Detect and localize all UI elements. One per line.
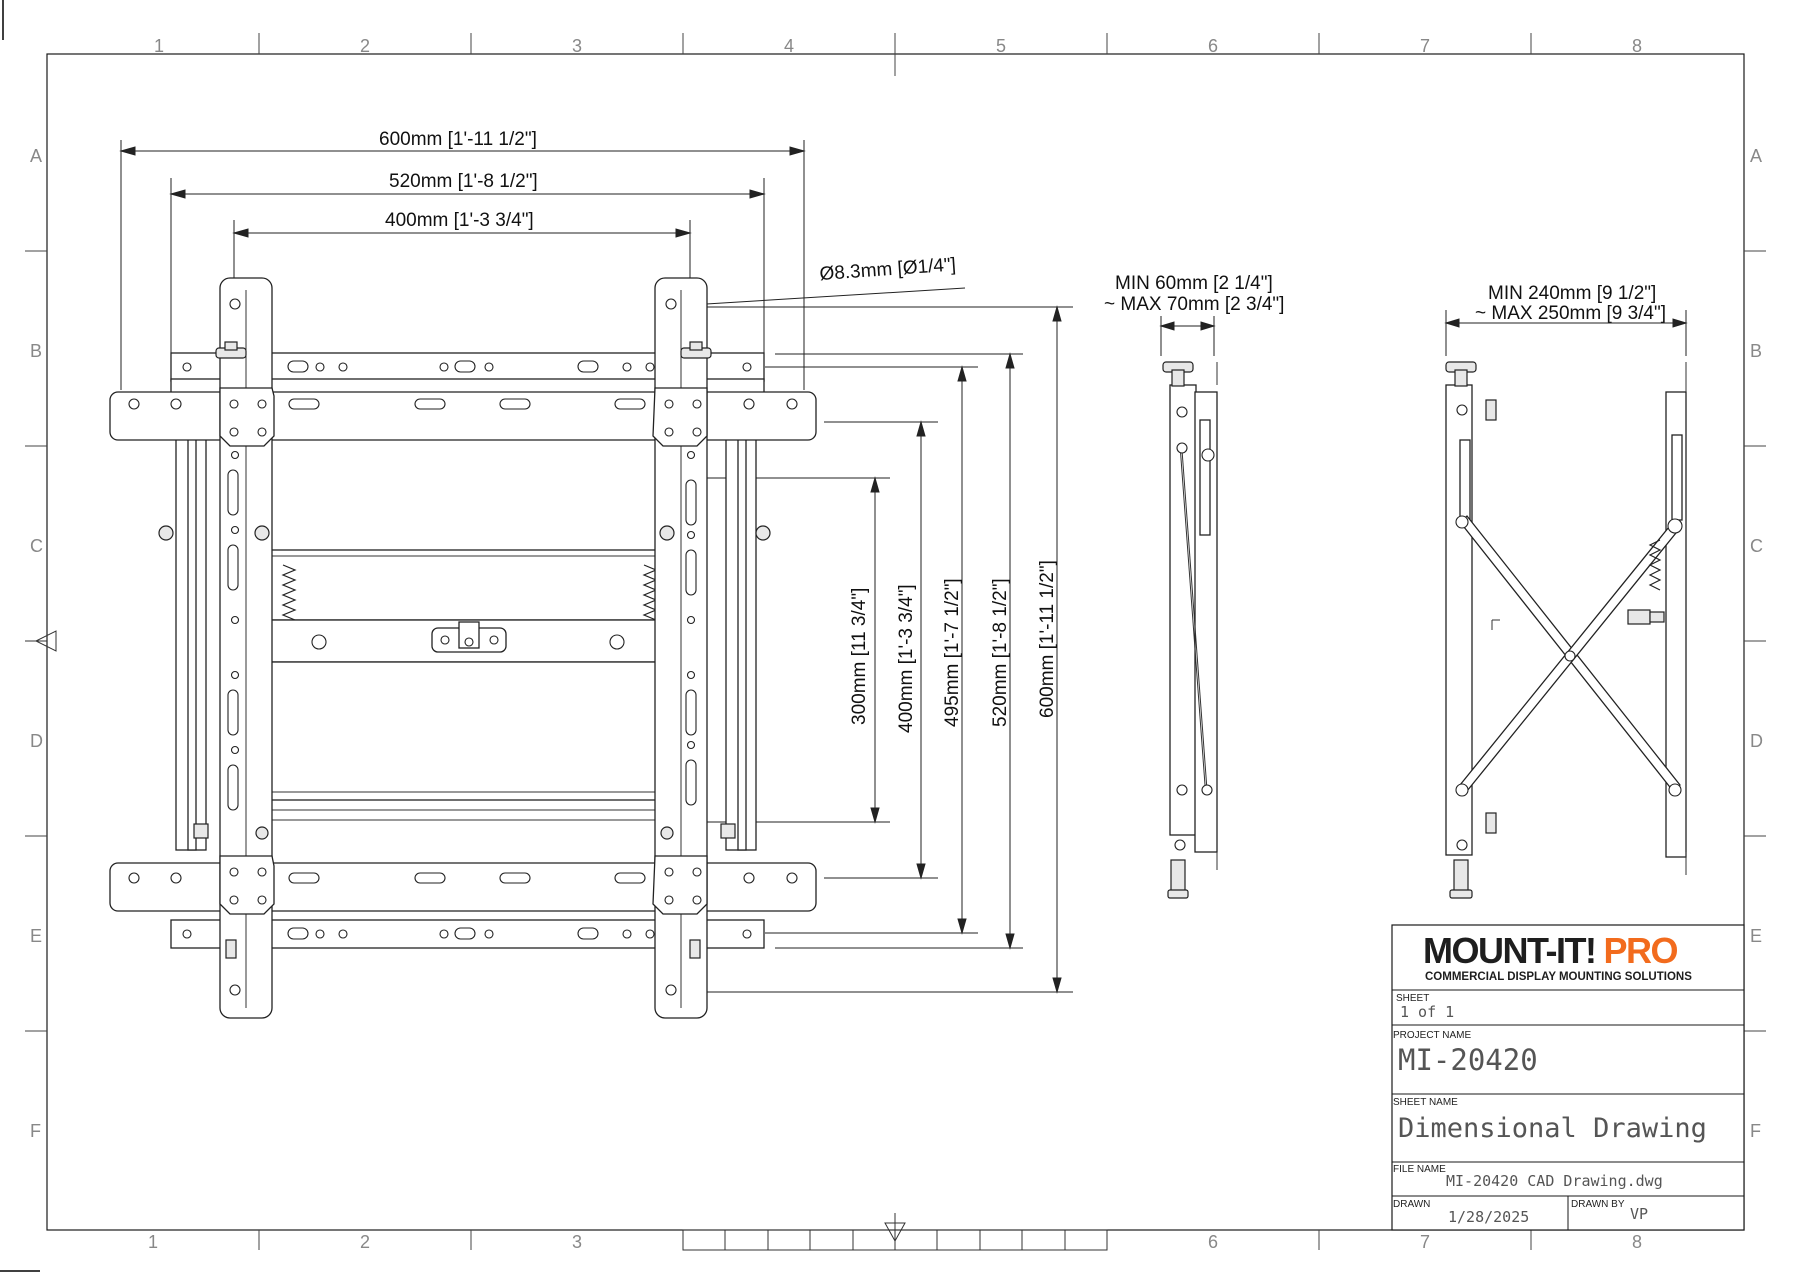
brand-name bbox=[1423, 930, 1677, 971]
filename-value: MI-20420 CAD Drawing.dwg bbox=[1446, 1172, 1663, 1190]
zone-col-8-bottom: 8 bbox=[1632, 1232, 1643, 1252]
zone-col-4: 4 bbox=[784, 36, 795, 56]
brand-tagline: COMMERCIAL DISPLAY MOUNTING SOLUTIONS bbox=[1425, 971, 1692, 983]
brand-main: MOUNT-IT! bbox=[1423, 930, 1596, 971]
zone-col-2-bottom: 2 bbox=[360, 1232, 371, 1252]
zone-row-f-right: F bbox=[1750, 1121, 1761, 1141]
zone-row-b-right: B bbox=[1750, 341, 1763, 361]
zone-col-1-bottom: 1 bbox=[148, 1232, 159, 1252]
brand-accent: PRO bbox=[1603, 930, 1677, 971]
dim-depth-min-extended: MIN 240mm [9 1/2"] bbox=[1488, 283, 1657, 304]
zone-col-7-bottom: 7 bbox=[1420, 1232, 1431, 1252]
dim-height-400: 400mm [1'-3 3/4"] bbox=[896, 584, 917, 733]
zone-col-3: 3 bbox=[572, 36, 583, 56]
zone-row-a-right: A bbox=[1750, 146, 1763, 166]
project-label: PROJECT NAME bbox=[1393, 1030, 1472, 1041]
dim-height-495: 495mm [1'-7 1/2"] bbox=[942, 578, 963, 727]
side-view-collapsed bbox=[1104, 273, 1284, 898]
zone-row-e-right: E bbox=[1750, 926, 1763, 946]
zone-col-5: 5 bbox=[996, 36, 1007, 56]
zone-col-8: 8 bbox=[1632, 36, 1643, 56]
dim-width-600: 600mm [1'-11 1/2"] bbox=[379, 129, 537, 150]
front-view bbox=[110, 129, 1073, 1018]
side-view-extended bbox=[1446, 283, 1686, 898]
side-collapsed-geometry bbox=[1163, 362, 1217, 898]
sheetname-value: Dimensional Drawing bbox=[1398, 1113, 1707, 1144]
zone-labels-top bbox=[154, 36, 1642, 56]
zone-row-a-left: A bbox=[30, 146, 43, 166]
zone-row-c-right: C bbox=[1750, 536, 1763, 556]
sheet-value: 1 of 1 bbox=[1400, 1003, 1455, 1021]
zone-row-c-left: C bbox=[30, 536, 43, 556]
zone-row-f-left: F bbox=[30, 1121, 41, 1141]
drawn-value: 1/28/2025 bbox=[1448, 1208, 1530, 1226]
zone-row-d-left: D bbox=[30, 731, 43, 751]
title-block bbox=[1392, 925, 1744, 1230]
zone-col-6: 6 bbox=[1208, 36, 1219, 56]
dim-width-520: 520mm [1'-8 1/2"] bbox=[389, 171, 538, 192]
dim-height-600: 600mm [1'-11 1/2"] bbox=[1037, 560, 1058, 718]
dim-depth-min-collapsed: MIN 60mm [2 1/4"] bbox=[1115, 273, 1273, 294]
dim-height-300: 300mm [11 3/4"] bbox=[849, 587, 870, 725]
drawnby-label: DRAWN BY bbox=[1571, 1199, 1625, 1210]
project-value: MI-20420 bbox=[1398, 1043, 1538, 1077]
zone-row-b-left: B bbox=[30, 341, 43, 361]
zone-col-2: 2 bbox=[360, 36, 371, 56]
drawnby-value: VP bbox=[1630, 1205, 1649, 1223]
dim-depth-max-collapsed: ~ MAX 70mm [2 3/4"] bbox=[1104, 294, 1285, 315]
brand-logo bbox=[1423, 930, 1692, 983]
side-extended-geometry bbox=[1446, 362, 1686, 898]
zone-row-e-left: E bbox=[30, 926, 43, 946]
sheetname-label: SHEET NAME bbox=[1393, 1097, 1458, 1108]
dim-width-400: 400mm [1'-3 3/4"] bbox=[385, 210, 534, 231]
front-mount-geometry bbox=[110, 278, 816, 1018]
zone-col-7: 7 bbox=[1420, 36, 1431, 56]
drawn-label: DRAWN bbox=[1393, 1199, 1431, 1210]
filename-label: FILE NAME bbox=[1393, 1164, 1446, 1175]
dim-height-520: 520mm [1'-8 1/2"] bbox=[990, 578, 1011, 727]
zone-col-6-bottom: 6 bbox=[1208, 1232, 1219, 1252]
zone-col-1: 1 bbox=[154, 36, 165, 56]
zone-row-d-right: D bbox=[1750, 731, 1763, 751]
sheet-label: SHEET bbox=[1396, 993, 1430, 1004]
zone-col-3-bottom: 3 bbox=[572, 1232, 583, 1252]
dim-depth-max-extended: ~ MAX 250mm [9 3/4"] bbox=[1475, 303, 1667, 324]
dim-hole-diameter: Ø8.3mm [Ø1/4"] bbox=[818, 254, 957, 285]
